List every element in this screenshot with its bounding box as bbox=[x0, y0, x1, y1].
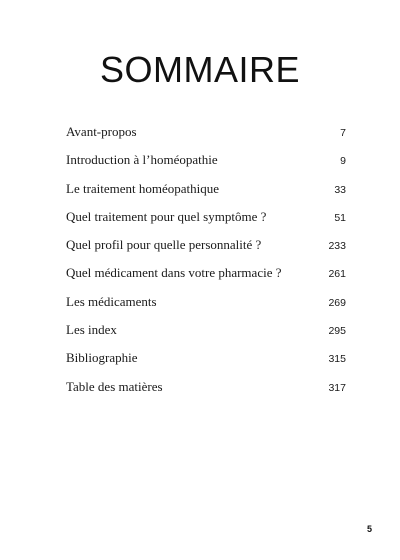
toc-entry-bibliographie[interactable] bbox=[66, 344, 346, 372]
toc-entry-label: Introduction à l’homéopathie bbox=[66, 152, 218, 168]
toc-entry-avant-propos[interactable] bbox=[66, 118, 346, 146]
toc-entry-label: Avant-propos bbox=[66, 124, 137, 139]
toc-entry-page-number: 9 bbox=[340, 155, 346, 168]
toc-entry-introduction[interactable] bbox=[66, 146, 346, 174]
toc-entry-page-number: 7 bbox=[340, 127, 346, 139]
toc-entry-label: Bibliographie bbox=[66, 350, 138, 366]
toc-entry-traitement-symptome[interactable] bbox=[66, 203, 346, 231]
toc-entry-label: Les médicaments bbox=[66, 293, 157, 309]
toc-entry-page-number: 233 bbox=[328, 240, 346, 253]
toc-entry-page-number: 33 bbox=[334, 183, 346, 196]
toc-entry-label: Quel traitement pour quel symptôme ? bbox=[66, 208, 267, 224]
toc-entry-page-number: 51 bbox=[334, 211, 346, 224]
toc-entry-page-number: 315 bbox=[328, 353, 346, 366]
toc-entry-page-number: 261 bbox=[328, 268, 346, 281]
toc-entry-page-number: 317 bbox=[328, 381, 346, 394]
toc-entry-label: Table des matières bbox=[66, 378, 163, 394]
table-of-contents bbox=[66, 118, 346, 401]
page-number: 5 bbox=[366, 524, 372, 534]
toc-entry-table-des-matieres[interactable] bbox=[66, 373, 346, 401]
page-title: SOMMAIRE bbox=[99, 49, 300, 90]
toc-entry-profil-personnalite[interactable] bbox=[66, 231, 346, 259]
toc-entry-label: Quel médicament dans votre pharmacie ? bbox=[66, 265, 282, 281]
toc-entry-label: Quel profil pour quelle personnalité ? bbox=[66, 237, 262, 253]
toc-entry-traitement-homeopathique[interactable] bbox=[66, 175, 346, 203]
toc-entry-page-number: 295 bbox=[328, 325, 346, 338]
toc-entry-label: Les index bbox=[66, 322, 117, 338]
toc-entry-label: Le traitement homéopathique bbox=[66, 180, 220, 196]
toc-entry-les-index[interactable] bbox=[66, 316, 346, 344]
toc-entry-les-medicaments[interactable] bbox=[66, 288, 346, 316]
toc-entry-medicament-pharmacie[interactable] bbox=[66, 259, 346, 287]
toc-entry-page-number: 269 bbox=[328, 296, 346, 309]
